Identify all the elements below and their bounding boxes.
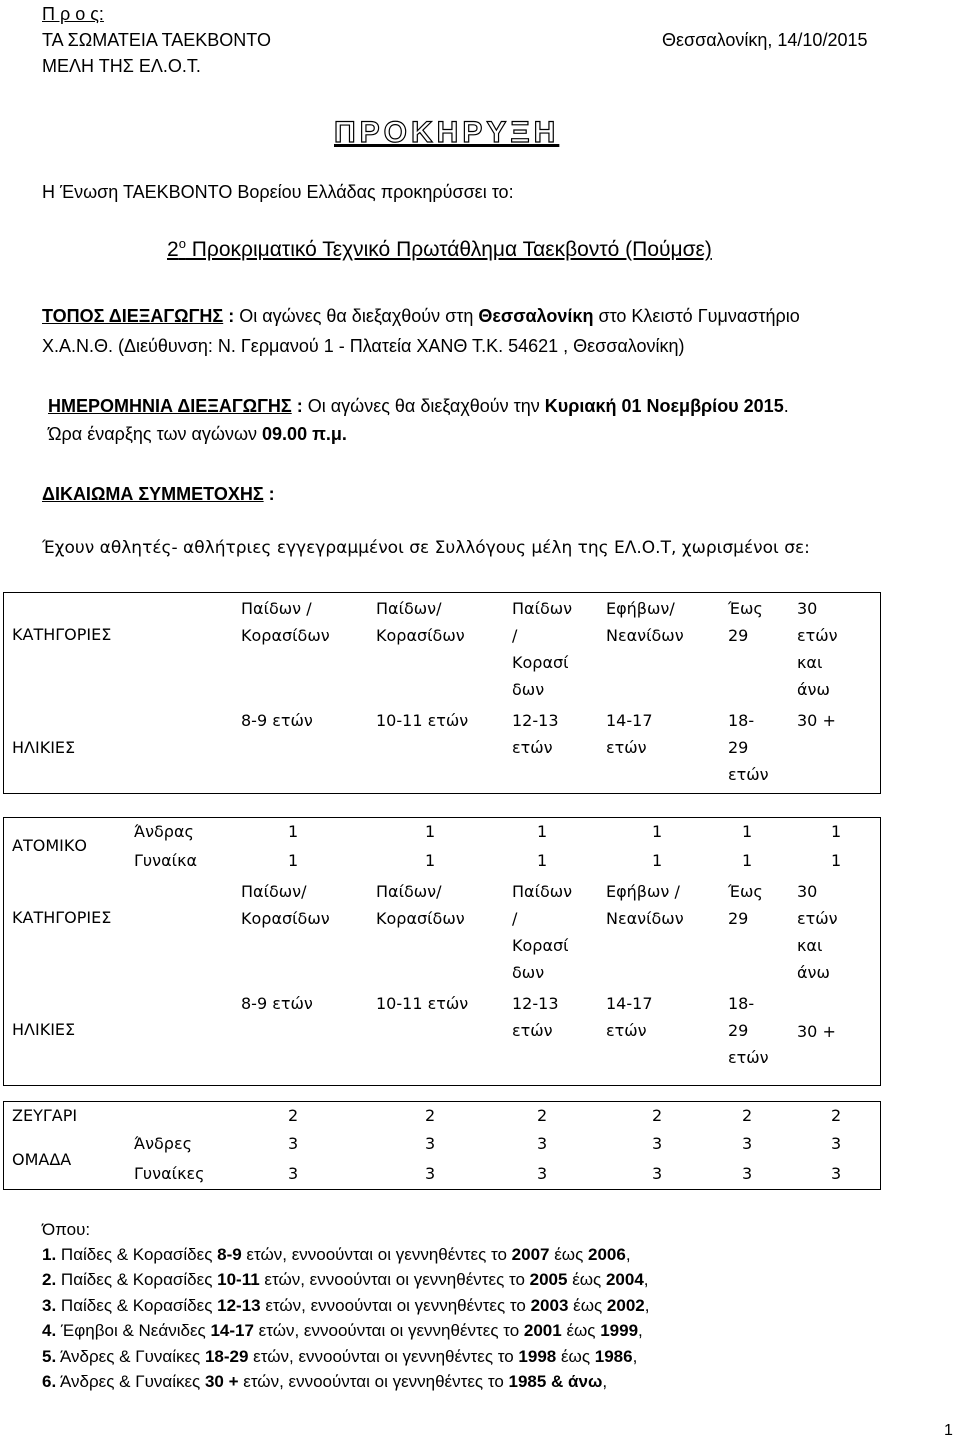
t1-age-1: 10-11 ετών — [376, 711, 469, 730]
note-year-from: 1985 & άνω — [508, 1372, 603, 1391]
t2-women-1: 1 — [425, 851, 436, 870]
t2-women-0: 1 — [288, 851, 299, 870]
date-dot: . — [783, 396, 789, 416]
note-year-to: 2004 — [605, 1270, 644, 1290]
note-number: 3. — [42, 1295, 57, 1315]
t2-cat-3: Εφήβων / Νεανίδων — [606, 882, 684, 928]
t2-men-2: 1 — [537, 822, 548, 841]
t2-men-0: 1 — [288, 822, 299, 841]
t2-age-2: 12-13 ετών — [512, 994, 559, 1040]
t3-pair-3: 2 — [652, 1106, 663, 1125]
note-year-from: 2005 — [529, 1270, 568, 1290]
t1-cat-2: Παίδων / Κορασί δων — [512, 599, 573, 699]
t3-men-0: 3 — [288, 1134, 299, 1153]
t2-cat-2: Παίδων / Κορασί δων — [512, 882, 573, 982]
rights-text: Έχουν αθλητές- αθλήτριες εγγεγραμμένοι σε Συλλόγους μέλη της ΕΛ.Ο.Τ, χωρισμένοι σε: — [42, 538, 810, 558]
note-number: 2. — [42, 1270, 57, 1290]
t3-men-label: Άνδρες — [134, 1134, 192, 1153]
t2-ages-label: ΗΛΙΚΙΕΣ — [12, 1020, 76, 1039]
note-item — [42, 1245, 631, 1265]
t2-women-2: 1 — [537, 851, 548, 870]
page-number: 1 — [944, 1422, 953, 1439]
t2-age-1: 10-11 ετών — [376, 994, 469, 1013]
t1-ages-label: ΗΛΙΚΙΕΣ — [12, 738, 76, 757]
note-sep: έως — [549, 1245, 588, 1264]
t3-men-5: 3 — [831, 1134, 842, 1153]
note-item — [42, 1296, 649, 1316]
date-colon: : — [291, 396, 308, 416]
note-number: 1. — [42, 1245, 57, 1264]
note-who: Παίδες & Κορασίδες — [56, 1270, 218, 1290]
championship-ordinal: 2 — [167, 238, 179, 261]
t1-cat-4: Έως 29 — [728, 599, 763, 645]
t3-pair-1: 2 — [425, 1106, 436, 1125]
t3-women-2: 3 — [537, 1164, 548, 1183]
note-item — [42, 1270, 649, 1290]
t1-age-2: 12-13 ετών — [512, 711, 559, 757]
note-age: 18-29 — [204, 1346, 249, 1366]
note-end: , — [638, 1321, 643, 1341]
date-text: Οι αγώνες θα διεξαχθούν την — [307, 396, 545, 416]
note-year-from: 1998 — [518, 1346, 557, 1366]
championship-name: Προκριματικό Τεχνικό Πρωτάθλημα Ταεκβοντό (Πούμσε) — [185, 238, 712, 261]
t3-pair-2: 2 — [537, 1106, 548, 1125]
t3-women-0: 3 — [288, 1164, 299, 1183]
t2-men-3: 1 — [652, 822, 663, 841]
start-time: 09.00 π.μ. — [262, 424, 347, 444]
note-end: , — [643, 1270, 649, 1290]
venue-text-1: Οι αγώνες θα διεξαχθούν στη — [239, 306, 479, 326]
t2-men-4: 1 — [742, 822, 753, 841]
note-number: 5. — [42, 1346, 57, 1366]
t3-women-1: 3 — [425, 1164, 436, 1183]
venue-label: ΤΟΠΟΣ ΔΙΕΞΑΓΩΓΗΣ — [42, 306, 224, 326]
t2-women-3: 1 — [652, 851, 663, 870]
start-text: Ώρα έναρξης των αγώνων — [48, 424, 263, 444]
t3-women-4: 3 — [742, 1164, 753, 1183]
notes-heading: Όπου: — [42, 1220, 91, 1239]
note-item — [42, 1321, 643, 1341]
t2-categories-label: ΚΑΤΗΓΟΡΙΕΣ — [12, 908, 112, 927]
note-number: 4. — [42, 1321, 57, 1341]
t1-age-5: 30 + — [797, 711, 836, 730]
note-year-from: 2007 — [511, 1245, 550, 1264]
t2-cat-0: Παίδων/ Κορασίδων — [241, 882, 330, 928]
to-line-2: ΜΕΛΗ ΤΗΣ ΕΛ.Ο.Τ. — [42, 56, 201, 76]
t3-men-1: 3 — [425, 1134, 436, 1153]
t3-women-3: 3 — [652, 1164, 663, 1183]
intro-text: Η Ένωση ΤΑΕΚΒΟΝΤΟ Βορείου Ελλάδας προκηρύσσει το: — [42, 182, 514, 202]
t3-women-5: 3 — [831, 1164, 842, 1183]
t3-men-3: 3 — [652, 1134, 663, 1153]
note-end: , — [625, 1245, 631, 1264]
t2-cat-1: Παίδων/ Κορασίδων — [376, 882, 465, 928]
note-end: , — [602, 1372, 608, 1391]
t1-categories-label: ΚΑΤΗΓΟΡΙΕΣ — [12, 625, 112, 644]
note-sep: έως — [561, 1321, 601, 1341]
t2-cat-4: Έως 29 — [728, 882, 763, 928]
t2-age-3: 14-17 ετών — [606, 994, 653, 1040]
rights-colon: : — [263, 484, 275, 504]
note-year-from: 2001 — [523, 1321, 562, 1341]
note-who: Άνδρες & Γυναίκες — [56, 1372, 205, 1391]
t3-men-4: 3 — [742, 1134, 753, 1153]
t2-women-label: Γυναίκα — [134, 851, 198, 870]
t2-age-0: 8-9 ετών — [241, 994, 313, 1013]
note-who: Έφηβοι & Νεάνιδες — [56, 1321, 211, 1341]
t3-women-label: Γυναίκες — [134, 1164, 205, 1183]
t1-age-0: 8-9 ετών — [241, 711, 313, 730]
note-year-to: 2006 — [588, 1245, 626, 1264]
note-mid: ετών, εννοούνται οι γεννηθέντες το — [248, 1346, 519, 1366]
t3-pair-5: 2 — [831, 1106, 842, 1125]
note-sep: έως — [568, 1295, 607, 1315]
to-label: Π ρ ο ς: — [42, 4, 104, 24]
t1-cat-3: Εφήβων/ Νεανίδων — [606, 599, 684, 645]
place-date: Θεσσαλονίκη, 14/10/2015 — [662, 30, 868, 50]
note-number: 6. — [42, 1372, 57, 1391]
venue-line-2: Χ.Α.Ν.Θ. (Διεύθυνση: Ν. Γερμανού 1 - Πλατεία ΧΑΝΘ Τ.Κ. 54621 , Θεσσαλονίκη) — [42, 336, 685, 356]
t1-age-4: 18- 29 ετών — [728, 711, 769, 784]
note-age: 30 + — [204, 1372, 239, 1391]
note-end: , — [644, 1295, 650, 1315]
note-who: Παίδες & Κορασίδες — [56, 1245, 218, 1264]
note-year-to: 1986 — [594, 1346, 633, 1366]
t2-men-1: 1 — [425, 822, 436, 841]
page-title-text: ΠΡΟΚΗΡΥΞΗ — [334, 116, 560, 149]
t2-women-5: 1 — [831, 851, 842, 870]
t1-age-3: 14-17 ετών — [606, 711, 653, 757]
note-sep: έως — [556, 1346, 595, 1366]
note-item — [42, 1347, 637, 1367]
note-mid: ετών, εννοούνται οι γεννηθέντες το — [241, 1245, 512, 1264]
rights-label: ΔΙΚΑΙΩΜΑ ΣΥΜΜΕΤΟΧΗΣ — [42, 484, 264, 504]
t3-pair-4: 2 — [742, 1106, 753, 1125]
note-mid: ετών, εννοούνται οι γεννηθέντες το — [238, 1372, 509, 1391]
note-age: 8-9 — [217, 1245, 242, 1264]
t1-cat-5: 30 ετών και άνω — [797, 599, 838, 699]
t2-individual-label: ΑΤΟΜΙΚΟ — [12, 836, 87, 855]
t3-pair-label: ΖΕΥΓΑΡΙ — [12, 1106, 78, 1125]
t2-men-label: Άνδρας — [134, 822, 194, 841]
t1-cat-1: Παίδων/ Κορασίδων — [376, 599, 465, 645]
championship-ordinal-sup: ο — [178, 236, 186, 251]
to-line-1: ΤΑ ΣΩΜΑΤΕΙΑ ΤΑΕΚΒΟΝΤΟ — [42, 30, 271, 50]
venue-text-2: στο Κλειστό Γυμναστήριο — [593, 306, 800, 326]
t2-age-5: 30 + — [797, 1022, 836, 1041]
note-item — [42, 1372, 607, 1392]
note-who: Άνδρες & Γυναίκες — [56, 1346, 205, 1366]
note-age: 14-17 — [210, 1321, 254, 1341]
t2-women-4: 1 — [742, 851, 753, 870]
date-label: ΗΜΕΡΟΜΗΝΙΑ ΔΙΕΞΑΓΩΓΗΣ — [48, 396, 292, 416]
t3-men-2: 3 — [537, 1134, 548, 1153]
venue-colon: : — [223, 306, 240, 326]
venue-city: Θεσσαλονίκη — [478, 306, 594, 326]
note-sep: έως — [567, 1270, 606, 1290]
note-age: 12-13 — [217, 1295, 261, 1315]
t2-men-5: 1 — [831, 822, 842, 841]
note-mid: ετών, εννοούνται οι γεννηθέντες το — [260, 1295, 531, 1315]
t1-cat-0: Παίδων / Κορασίδων — [241, 599, 330, 645]
note-year-to: 2002 — [606, 1295, 645, 1315]
note-year-to: 1999 — [600, 1321, 639, 1341]
note-year-from: 2003 — [530, 1295, 569, 1315]
note-age: 10-11 — [217, 1270, 260, 1290]
t3-pair-0: 2 — [288, 1106, 299, 1125]
note-who: Παίδες & Κορασίδες — [56, 1295, 218, 1315]
t2-cat-5: 30 ετών και άνω — [797, 882, 838, 982]
date-day: Κυριακή 01 Νοεμβρίου 2015 — [544, 396, 784, 416]
note-end: , — [632, 1346, 638, 1366]
t2-age-4: 18- 29 ετών — [728, 994, 769, 1067]
note-mid: ετών, εννοούνται οι γεννηθέντες το — [253, 1321, 524, 1341]
t3-team-label: ΟΜΑΔΑ — [12, 1150, 72, 1169]
note-mid: ετών, εννοούνται οι γεννηθέντες το — [259, 1270, 530, 1290]
